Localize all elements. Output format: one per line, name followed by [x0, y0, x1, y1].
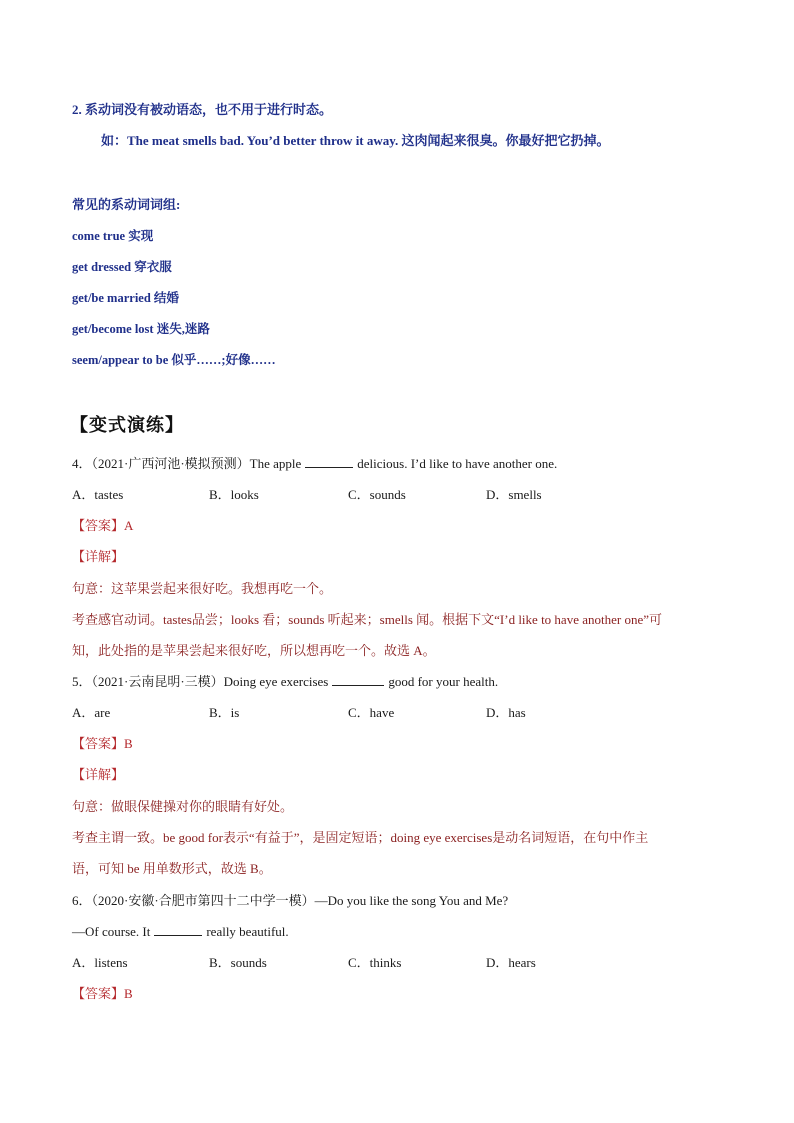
question-5-stem-pre: 5．（2021·云南昆明·三模）Doing eye exercises [72, 674, 329, 689]
phrase-item: come true 实现 [72, 229, 154, 243]
rule-heading: 2. 系动词没有被动语态，也不用于进行时态。 [72, 102, 333, 117]
question-5-answer [72, 735, 133, 753]
question-4-meaning: 句意：这苹果尝起来很好吃。我想再吃一个。 [72, 581, 333, 596]
question-5-analysis-1: 考查主谓一致。be good for表示“有益于”，是固定短语；doing eye exercises是动名词短语，在句中作主 [72, 830, 649, 845]
answer-blank [332, 673, 384, 686]
question-5-option-b: B．is [209, 705, 240, 720]
question-4-option-b: B．looks [209, 487, 259, 502]
question-4-analysis-1: 考查感官动词。tastes品尝；looks 看；sounds 听起来；smells 闻。根据下文“I’d like to have another one”可 [72, 612, 662, 627]
phrase-item: seem/appear to be 似乎……;好像…… [72, 353, 276, 367]
question-4-detail-label: 【详解】 [72, 549, 125, 564]
phrases-heading: 常见的系动词词组: [72, 197, 181, 212]
question-5-meaning: 句意：做眼保健操对你的眼睛有好处。 [72, 799, 294, 814]
question-5-option-c: C．have [348, 705, 395, 720]
answer-blank [305, 455, 353, 468]
question-4-answer [72, 517, 133, 535]
question-6-option-d: D．hears [486, 955, 536, 970]
rule-example: 如：The meat smells bad. You’d better throw it away. 这肉闻起来很臭。你最好把它扔掉。 [101, 133, 610, 148]
phrase-item: get/be married 结婚 [72, 291, 179, 305]
question-6-option-b: B．sounds [209, 955, 267, 970]
answer-blank [154, 923, 202, 936]
question-5-stem [72, 673, 498, 691]
question-4-stem-pre: 4．（2021·广西河池·模拟预测）The apple [72, 456, 302, 471]
answer-value: A [124, 518, 134, 533]
answer-label: 【答案】 [72, 518, 125, 533]
question-6-stem: 6．（2020·安徽·合肥市第四十二中学一模）—Do you like the song You and Me? [72, 893, 509, 908]
phrase-item: get dressed 穿衣服 [72, 260, 172, 274]
question-4-stem [72, 455, 557, 473]
question-5-option-d: D．has [486, 705, 526, 720]
question-6-line-2-pre: —Of course. It [72, 924, 151, 939]
answer-value: B [124, 986, 133, 1001]
question-4-stem-post: delicious. I’d like to have another one. [357, 456, 558, 471]
phrase-item: get/become lost 迷失,迷路 [72, 322, 210, 336]
question-4-option-c: C．sounds [348, 487, 406, 502]
question-4-option-a: A．tastes [72, 487, 124, 502]
answer-label: 【答案】 [72, 736, 125, 751]
section-title: 【变式演练】 [70, 415, 184, 435]
question-4-option-d: D．smells [486, 487, 542, 502]
question-5-analysis-2: 语，可知 be 用单数形式，故选 B。 [72, 861, 272, 876]
question-4-analysis-2: 知，此处指的是苹果尝起来很好吃，所以想再吃一个。故选 A。 [72, 643, 436, 658]
answer-value: B [124, 736, 133, 751]
question-6-option-a: A．listens [72, 955, 128, 970]
question-5-stem-post: good for your health. [388, 674, 499, 689]
question-6-option-c: C．thinks [348, 955, 402, 970]
answer-label: 【答案】 [72, 986, 125, 1001]
question-5-option-a: A．are [72, 705, 111, 720]
question-6-line-2 [72, 923, 289, 941]
question-5-detail-label: 【详解】 [72, 767, 125, 782]
question-6-line-2-post: really beautiful. [206, 924, 289, 939]
question-6-answer [72, 985, 133, 1003]
